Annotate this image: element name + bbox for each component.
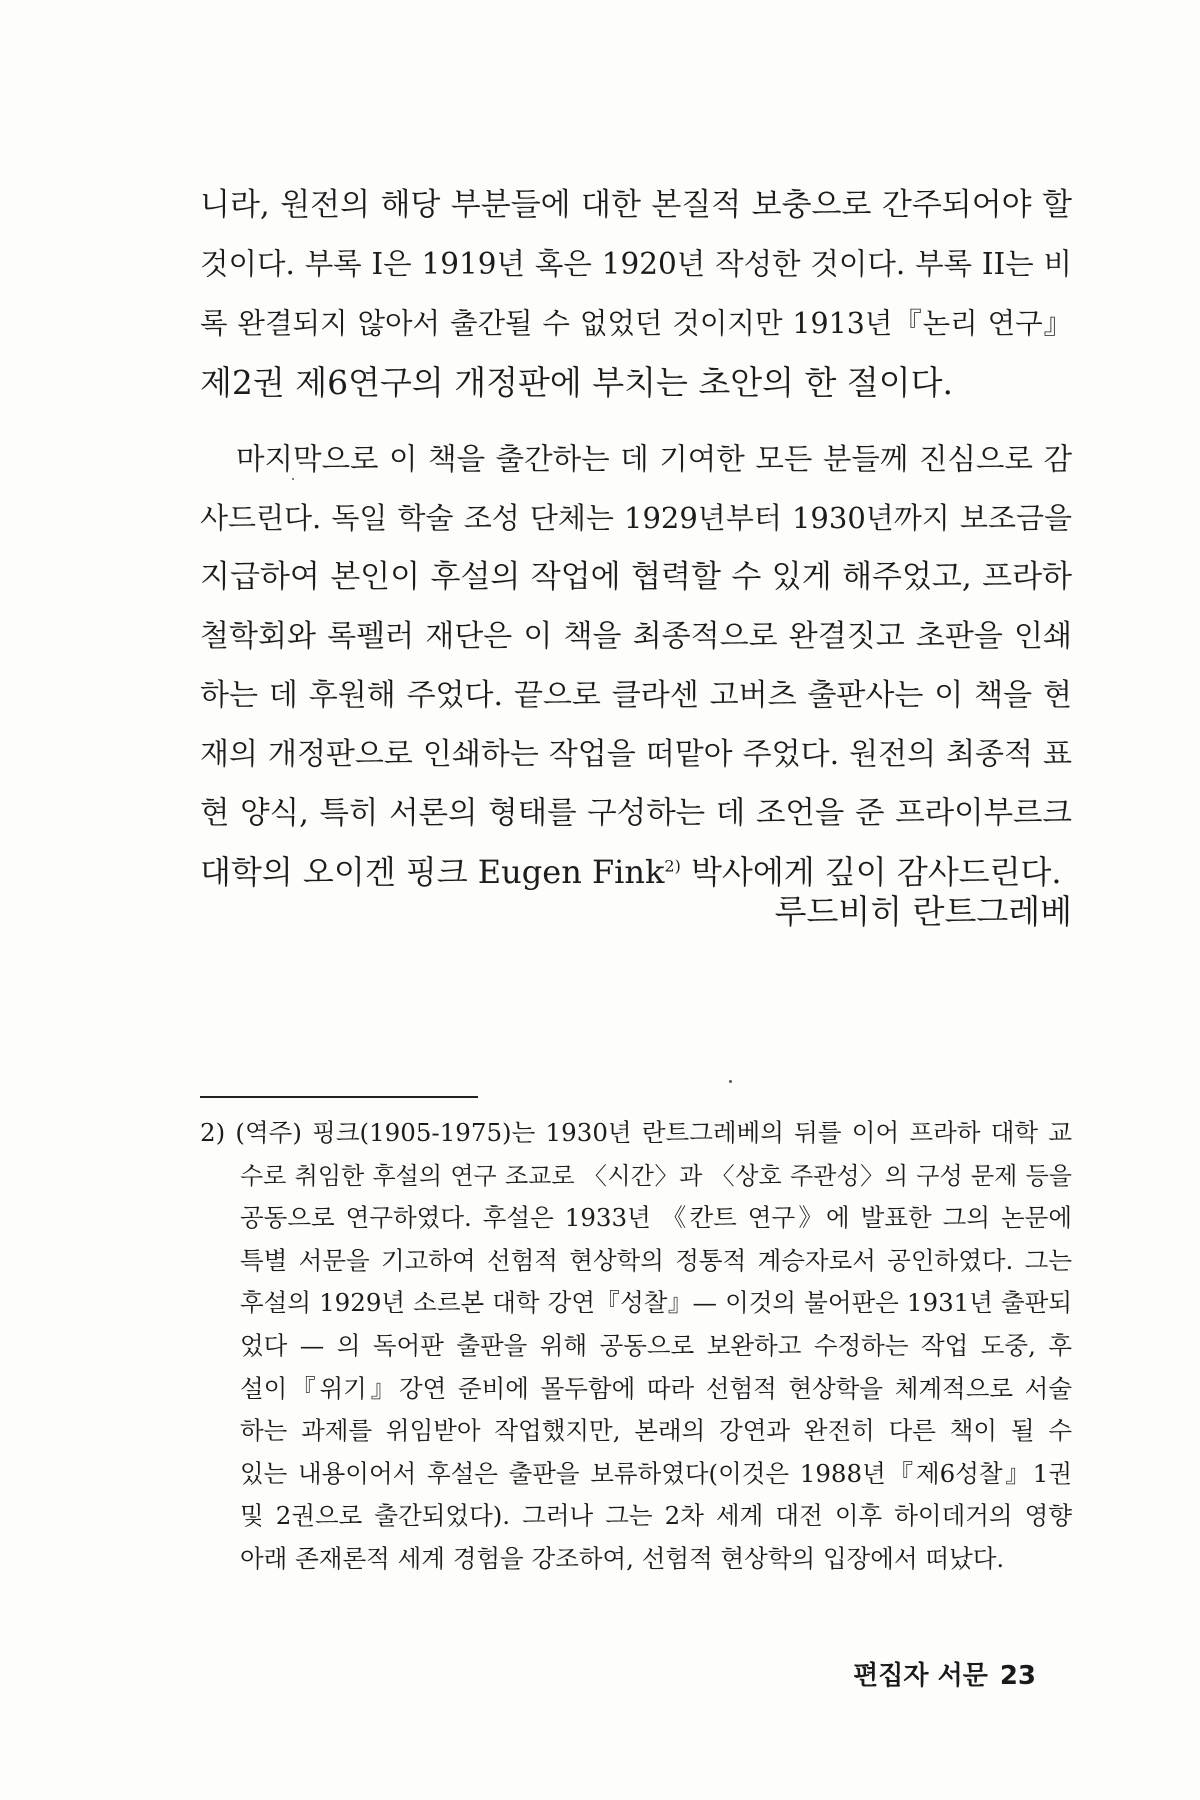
paragraph-line: 철학회와 록펠러 재단은 이 책을 최종적으로 완결짓고 초판을 인쇄 — [200, 619, 1072, 654]
paragraph-line: 록 완결되지 않아서 출간될 수 없었던 것이지만 1913년『논리 연구』 — [200, 307, 1072, 340]
footnote-line: 아래 존재론적 세계 경험을 강조하여, 선험적 현상학의 입장에서 떠났다. — [240, 1543, 1005, 1573]
footnote-line: 수로 취임한 후설의 연구 조교로 〈시간〉과 〈상호 주관성〉의 구성 문제 등을 — [240, 1161, 1072, 1190]
footnote-line: 및 2권으로 출간되었다). 그러나 그는 2차 세계 대전 이후 하이데거의 영향 — [240, 1501, 1072, 1531]
footnote-line: 었다 — 의 독어판 출판을 위해 공동으로 보완하고 수정하는 작업 도중, 후 — [240, 1330, 1072, 1360]
footnote-line: 후설의 1929년 소르본 대학 강연『성찰』— 이것의 불어판은 1931년 출판되 — [240, 1288, 1072, 1318]
body-paragraph-1 — [200, 176, 1072, 412]
scan-speck — [729, 1080, 732, 1083]
paragraph-line: 하는 데 후원해 주었다. 끝으로 클라센 고버츠 출판사는 이 책을 현 — [200, 678, 1072, 713]
footnote-line: 하는 과제를 위임받아 작업했지만, 본래의 강연과 완전히 다른 책이 될 수 — [240, 1416, 1072, 1446]
paragraph-text: 대학의 오이겐 핑크 Eugen Fink — [200, 853, 665, 891]
scan-speck — [292, 478, 294, 480]
paragraph-text: 박사에게 깊이 감사드린다. — [680, 853, 1062, 891]
footnote-line: 설이『위기』강연 준비에 몰두함에 따라 선험적 현상학을 체계적으로 서술 — [240, 1373, 1072, 1403]
footnote-line: 특별 서문을 기고하여 선험적 현상학의 정통적 계승자로서 공인하였다. 그는 — [240, 1245, 1072, 1275]
footnote-reference: 2) — [664, 856, 681, 876]
page-footer — [853, 1659, 1036, 1693]
page-number: 23 — [999, 1661, 1036, 1691]
footnote-line: 공동으로 연구하였다. 후설은 1933년 《칸트 연구》에 발표한 그의 논문에 — [240, 1203, 1072, 1233]
footnote-line: 2) (역주) 핑크(1905-1975)는 1930년 란트그레베의 뒤를 이어 프라하 대학 교 — [200, 1118, 1072, 1147]
footnote-divider — [200, 1096, 478, 1098]
footnote-line: 있는 내용이어서 후설은 출판을 보류하였다(이것은 1988년『제6성찰』1권 — [240, 1458, 1072, 1488]
paragraph-line: 지급하여 본인이 후설의 작업에 협력할 수 있게 해주었고, 프라하 — [200, 559, 1072, 595]
paragraph-line: 니라, 원전의 해당 부분들에 대한 본질적 보충으로 간주되어야 할 — [200, 187, 1072, 223]
paragraph-line: 것이다. 부록 I은 1919년 혹은 1920년 작성한 것이다. 부록 II는 비 — [200, 247, 1072, 281]
paragraph-line: 재의 개정판으로 인쇄하는 작업을 떠맡아 주었다. 원전의 최종적 표 — [200, 737, 1072, 772]
footnote — [200, 1112, 1072, 1581]
paragraph-line: 마지막으로 이 책을 출간하는 데 기여한 모든 분들께 진심으로 감 — [236, 442, 1072, 476]
paragraph-line: 현 양식, 특히 서론의 형태를 구성하는 데 조언을 준 프라이부르크 — [200, 796, 1072, 831]
body-paragraph-2 — [200, 430, 1072, 902]
running-section-title: 편집자 서문 — [853, 1661, 988, 1691]
paragraph-line: 사드린다. 독일 학술 조성 단체는 1929년부터 1930년까지 보조금을 — [200, 501, 1072, 535]
author-signature: 루드비히 란트그레베 — [774, 892, 1072, 931]
paragraph-line: 제2권 제6연구의 개정판에 부치는 초안의 한 절이다. — [200, 363, 953, 402]
